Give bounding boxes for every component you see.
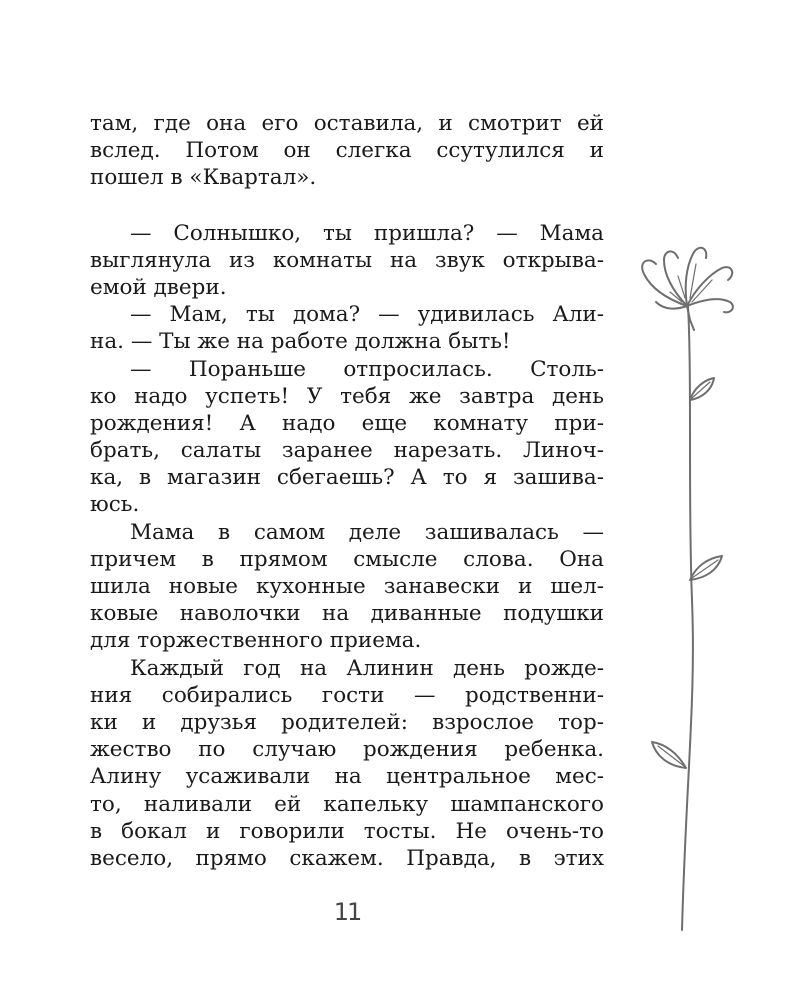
text-line: причем в прямом смысле слова. Она (90, 546, 604, 572)
text-line: вслед. Потом он слегка ссутулился и (90, 138, 604, 164)
text-line: жество по случаю рождения ребенка. (90, 737, 604, 763)
section-break (90, 192, 604, 220)
book-text (90, 110, 604, 872)
paragraph (90, 301, 604, 355)
flower-illustration-icon (630, 240, 750, 940)
text-line: ния собирались гости — родственни- (90, 682, 604, 708)
text-line: шила новые кухонные занавески и шел- (90, 574, 604, 599)
text-line: брать, салаты заранее нарезать. Линоч- (90, 438, 604, 464)
text-line: ки и друзья родителей: взрослое тор- (90, 709, 604, 735)
text-line: весело, прямо скажем. Правда, в этих (90, 845, 604, 871)
paragraph (90, 110, 604, 192)
page-number: 11 (333, 898, 361, 926)
text-line: для торжественного приема. (90, 628, 422, 654)
text-line: то, наливали ей капельку шампанского (90, 791, 604, 817)
text-line: Алину усаживали на центральное мес- (90, 764, 604, 790)
text-line: юсь. (90, 492, 140, 518)
text-line: выглянула из комнаты на звук открыва- (90, 247, 604, 273)
text-line: — Пораньше отпросилась. Столь- (130, 356, 604, 382)
text-line: в бокал и говорили тосты. Не очень-то (90, 818, 604, 844)
text-line: ко надо успеть! У тебя же завтра день (90, 383, 604, 409)
text-line: ка, в магазин сбегаешь? А то я зашива- (90, 465, 604, 491)
paragraph (90, 519, 604, 655)
paragraph (90, 356, 604, 519)
text-line: там, где она его оставила, и смотрит ей (90, 111, 604, 136)
text-line: пошел в «Квартал». (90, 165, 317, 191)
text-line: ковые наволочки на диванные подушки (90, 601, 604, 627)
text-line: Мама в самом деле зашивалась — (130, 519, 604, 545)
text-line: Каждый год на Алинин день рожде- (130, 655, 604, 681)
text-line: емой двери. (90, 274, 227, 300)
paragraph (90, 220, 604, 302)
text-line: на. — Ты же на работе должна быть! (90, 329, 511, 355)
text-line: — Мам, ты дома? — удивилась Али- (130, 302, 604, 328)
paragraph (90, 655, 604, 873)
text-line: — Солнышко, ты пришла? — Мама (130, 220, 604, 246)
text-line: рождения! А надо еще комнату при- (90, 410, 604, 436)
